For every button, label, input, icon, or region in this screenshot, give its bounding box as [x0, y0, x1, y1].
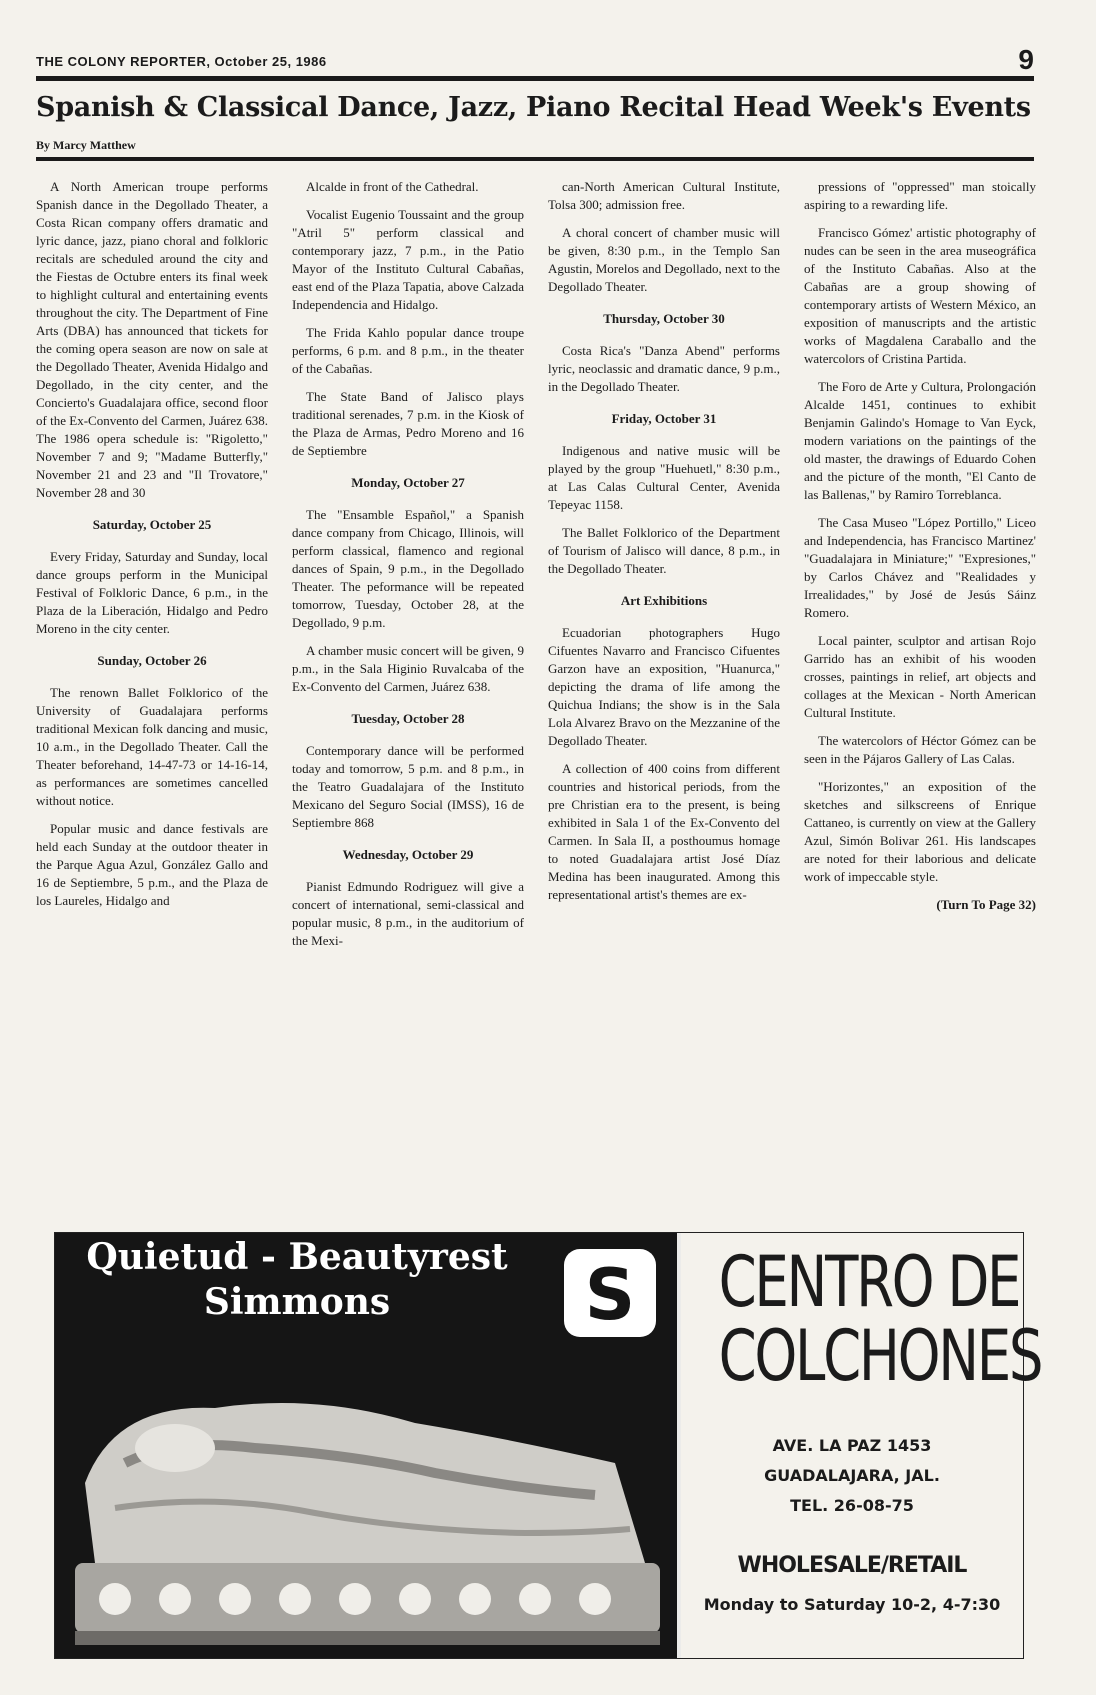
- article-paragraph: pressions of "oppressed" man stoically aspiring to a rewarding life.: [804, 179, 1036, 212]
- article-paragraph: The renown Ballet Folklorico of the University of Guadalajara performs traditional Mexican folk dancing and music, 10 a.m., in the Degollado Theater. Call the Theater beforehand, 14-47-73 or 14-16-14, as performances are sometimes cancelled without notice.: [36, 685, 268, 808]
- store-name-line-2: COLCHONES: [718, 1315, 1042, 1397]
- column-3: [548, 178, 780, 1226]
- masthead: [36, 44, 1034, 76]
- article-paragraph: Pianist Edmundo Rodriguez will give a concert of international, semi-classical and popular music, 8 p.m., in the auditorium of the Mexi-: [292, 879, 524, 948]
- article-paragraph: "Horizontes," an exposition of the sketches and silkscreens of Enrique Cattaneo, is currently on view at the Gallery Azul, Simón Bolivar 261. His landscapes are noted for their laborious and delicate work of impeccable style.: [804, 779, 1036, 884]
- brand-name: [67, 1233, 527, 1323]
- store-hours: Monday to Saturday 10-2, 4-7:30: [703, 1595, 1001, 1614]
- article-paragraph: Contemporary dance will be performed today and tomorrow, 5 p.m. and 8 p.m., in the Teatro Guadalajara of the Instituto Mexicano del Seguro Social (IMSS), 16 de Septiembre 868: [292, 743, 524, 830]
- section-heading: Monday, October 27: [351, 475, 465, 490]
- simmons-logo-icon: [560, 1245, 660, 1341]
- article-paragraph: Alcalde in front of the Cathedral.: [306, 179, 479, 194]
- article-paragraph: Francisco Gómez' artistic photography of nudes can be seen in the area museográfica of the Instituto Cabañas. Also at the Cabañas are a group showing of contemporary artists of Western México, an exposition of manuscripts and the artistic works of Magdalena Caraballo and the watercolors of Cristina Partida.: [804, 225, 1036, 366]
- byline: By Marcy Matthew: [36, 138, 136, 152]
- headline: Spanish & Classical Dance, Jazz, Piano Recital Head Week's Events: [36, 92, 1031, 123]
- article-paragraph: The "Ensamble Español," a Spanish dance company from Chicago, Illinois, will perform classical, flamenco and regional dances of Spain, 9 p.m., in the Degollado Theater. The peformance will be repeated tomorrow, Tuesday, October 28, at the Degollado, 9 p.m.: [292, 507, 524, 630]
- article-paragraph: A North American troupe performs Spanish dance in the Degollado Theater, a Costa Rican company offers dramatic and lyric dance, jazz, piano choral and folkloric recitals are scheduled around the city and the Fiestas de Octubre enters its final week to highlight cultural and entertaining events throughout the city. The Department of Fine Arts (DBA) has announced that tickets for the coming opera season are now on sale at the Degollado Theater, Avenida Hidalgo and Degollado, in the city center, and the Concierto's Guadalajara office, second floor of the Ex-Convento del Carmen, Juárez 638. The 1986 opera schedule is: "Rigoletto," November 7 and 9; "Madame Butterfly," November 21 and 23 and "Il Trovatore," November 28 and 30: [36, 179, 268, 500]
- address-street: AVE. LA PAZ 1453: [772, 1436, 932, 1455]
- article-columns: [36, 178, 1036, 1226]
- article-paragraph: A choral concert of chamber music will be given, 8:30 p.m., in the Templo San Agustin, Morelos and Degollado, next to the Degollado Theater.: [548, 225, 780, 294]
- article-paragraph: Popular music and dance festivals are held each Sunday at the outdoor theater in the Parque Agua Azul, González Gallo and 16 de Septiembre, 5 p.m., and the Plaza de los Laureles, Hidalgo and: [36, 821, 268, 908]
- article-paragraph: The State Band of Jalisco plays traditional serenades, 7 p.m. in the Kiosk of the Plaza de Armas, Pedro Moreno and 16 de Septiembre: [292, 389, 524, 458]
- article-paragraph: Every Friday, Saturday and Sunday, local dance groups perform in the Municipal Festival of Folkloric Dance, 6 p.m., in the Plaza de la Liberación, Hidalgo and Pedro Moreno in the city center.: [36, 549, 268, 636]
- brand-line-2: Simmons: [203, 1281, 391, 1323]
- article-paragraph: The watercolors of Héctor Gómez can be seen in the Pájaros Gallery of Las Calas.: [804, 733, 1036, 766]
- publication-line: THE COLONY REPORTER, October 25, 1986: [36, 54, 327, 69]
- section-heading: Wednesday, October 29: [342, 847, 474, 862]
- store-info: [681, 1233, 1042, 1658]
- phone-number: TEL. 26-08-75: [790, 1496, 914, 1515]
- article-paragraph: Indigenous and native music will be played by the group "Huehuetl," 8:30 p.m., at Las Calas Cultural Center, Avenida Tepeyac 1158.: [548, 443, 780, 512]
- article-paragraph: A chamber music concert will be given, 9 p.m., in the Sala Higinio Ruvalcaba of the Ex-Convento del Carmen, Juárez 638.: [292, 643, 524, 694]
- wholesale-retail: WHOLESALE/RETAIL: [737, 1553, 967, 1578]
- continuation-note: (Turn To Page 32): [936, 897, 1036, 912]
- article-paragraph: Local painter, sculptor and artisan Rojo Garrido has an exhibit of his wooden crosses, paintings in relief, art objects and collages at the Mexican - North American Cultural Institute.: [804, 633, 1036, 720]
- article-paragraph: The Ballet Folklorico of the Department of Tourism of Jalisco will dance, 8 p.m., in the Degollado Theater.: [548, 525, 780, 576]
- column-4: [804, 178, 1036, 1226]
- section-heading: Art Exhibitions: [620, 593, 708, 608]
- article-paragraph: A collection of 400 coins from different countries and historical periods, from the pre Christian era to the present, is being exhibited in Sala 1 of the Ex-Convento del Carmen. In Sala II, a posthoumus homage to noted Guadalajara artist José Díaz Medina has been inaugurated. Among this representational artist's themes are ex-: [548, 761, 780, 902]
- article-paragraph: Costa Rica's "Danza Abend" performs lyric, neoclassic and dramatic dance, 9 p.m., in the Degollado Theater.: [548, 343, 780, 394]
- masthead-rule: [36, 76, 1034, 81]
- store-name: [718, 1241, 1042, 1397]
- column-1: [36, 178, 268, 1226]
- brand-line-1: Quietud - Beautyrest: [86, 1236, 508, 1278]
- store-name-line-1: CENTRO DE: [718, 1241, 1020, 1323]
- article-paragraph: The Foro de Arte y Cultura, Prolongación Alcalde 1451, continues to exhibit Benjamin Galindo's Homage to Van Eyck, modern variations on the paintings of the old master, the drawings of Eduardo Cohen and the picture of the month, "El Canto de las Ballenas," by Ramiro Torreblanca.: [804, 379, 1036, 502]
- page-number: 9: [1018, 44, 1034, 75]
- article-paragraph: Vocalist Eugenio Toussaint and the group "Atril 5" perform classical and contemporary jazz, 7 p.m., in the Patio Mayor of the Instituto Cultural Cabañas, east end of the Plaza Tapatia, above Calzada Independencia and Hidalgo.: [292, 207, 524, 312]
- section-heading: Friday, October 31: [611, 411, 717, 426]
- address-city: GUADALAJARA, JAL.: [764, 1466, 940, 1485]
- section-heading: Tuesday, October 28: [351, 711, 465, 726]
- ad-photo: [55, 1233, 677, 1658]
- mattress-advertisement: [54, 1232, 1042, 1659]
- section-heading: Saturday, October 25: [92, 517, 212, 532]
- byline-rule: [36, 157, 1034, 161]
- column-2: [292, 178, 524, 1226]
- article-paragraph: Ecuadorian photographers Hugo Cifuentes Navarro and Francisco Cifuentes Garzon have an exposition, "Huanurca," depicting the drama of life among the Quichua Indians; the show is in the Sala Lola Alvarez Bravo on the Mezzanine of the Degollado Theater.: [548, 625, 780, 748]
- logo-letter: S: [584, 1254, 636, 1336]
- article-paragraph: The Frida Kahlo popular dance troupe performs, 6 p.m. and 8 p.m., in the theater of the Cabañas.: [292, 325, 524, 376]
- article-paragraph: The Casa Museo "López Portillo," Liceo and Independencia, has Francisco Martinez' "Guadalajara in Miniature;" "Expresiones," by Carlos Chávez and "Realidades y Irrealidades," by José de Jesús Sáinz Romero.: [804, 515, 1036, 620]
- section-heading: Thursday, October 30: [603, 311, 725, 326]
- article-paragraph: can-North American Cultural Institute, Tolsa 300; admission free.: [548, 179, 780, 212]
- store-address: [681, 1431, 1023, 1521]
- section-heading: Sunday, October 26: [97, 653, 207, 668]
